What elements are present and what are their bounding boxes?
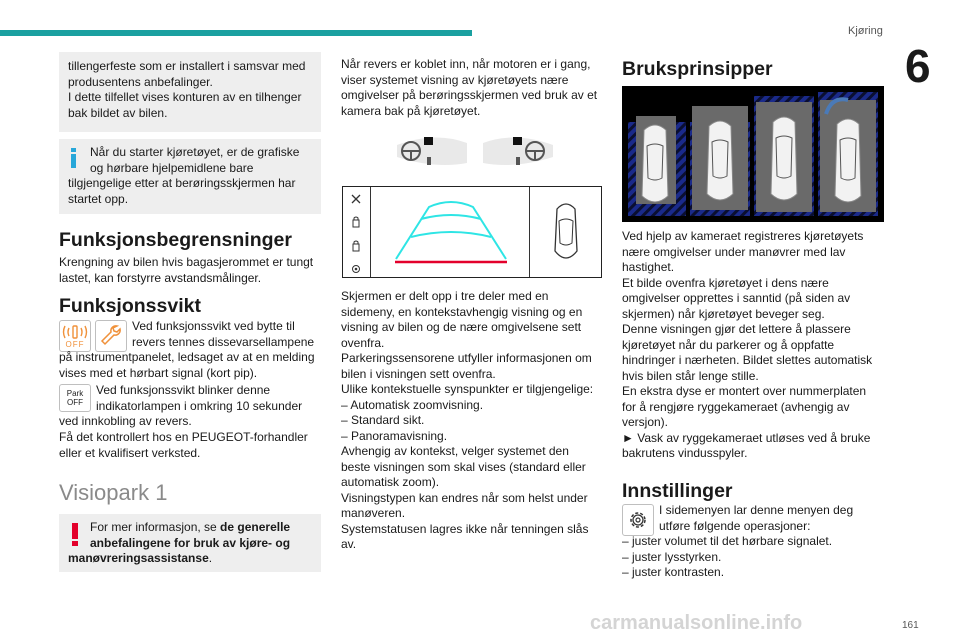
heading-settings: Innstillinger: [622, 480, 733, 502]
car-top-view-icon: [552, 201, 580, 263]
body-line: Skjermen er delt opp i tre deler med en: [341, 289, 549, 303]
fault-line: på instrumentpanelet, ledsaget av at en melding: [59, 350, 315, 364]
fault-para-3: [59, 430, 329, 461]
principles-line: ► Vask av ryggekameraet utløses ved å bruke: [622, 430, 871, 445]
close-icon[interactable]: [351, 194, 361, 204]
trailer-note-line: produsentens anbefalinger.: [68, 74, 213, 89]
chapter-number: 6: [905, 40, 931, 92]
body-line: sidemeny, en kontekstavhengig visning og en: [341, 304, 583, 319]
info-icon: [69, 148, 79, 168]
body-line: Systemstatusen lagres ikke når tenningen slås: [341, 521, 589, 536]
camera-view-icon[interactable]: [352, 240, 360, 252]
top-accent-bar: [0, 30, 472, 36]
chapter-name: Kjøring: [848, 25, 883, 37]
heading-limits: Funksjonsbegrensninger: [59, 229, 292, 251]
parking-guide-lines: [371, 187, 529, 277]
intro-line: Når revers er koblet inn, når motoren er i gang,: [341, 57, 591, 71]
settings-gear-icon[interactable]: [350, 263, 362, 275]
body-line: automatisk zoom).: [341, 475, 440, 489]
camera-screen: [342, 186, 602, 278]
warning-text: For mer informasjon, se: [90, 520, 221, 534]
screen-top-view: [529, 187, 602, 277]
body-line: av.: [341, 537, 357, 551]
fault-line: Ved funksjonssvikt blinker denne: [96, 383, 271, 397]
principles-line: versjon).: [622, 415, 669, 429]
body-line: beste visningen som skal vises (standard eller: [341, 459, 586, 474]
settings-list-item: – juster lysstyrken.: [622, 549, 722, 564]
principles-line: kjøretøyet når du parkerer og å oppfatte: [622, 337, 835, 352]
screen-description: [341, 289, 609, 553]
settings-line: I sidemenyen lar denne menyen deg: [659, 503, 854, 517]
trailer-note-box: [59, 52, 321, 132]
settings-list-item: – juster volumet til det hørbare signalet.: [622, 534, 833, 548]
body-line: Visningstypen kan endres når som helst under: [341, 490, 588, 505]
heading-principles: Bruksprinsipper: [622, 58, 773, 80]
principles-line: En ekstra dyse er montert over nummerplaten: [622, 384, 867, 398]
fault-line: Få det kontrollert hos en PEUGEOT-forhandler: [59, 430, 308, 444]
body-line: bilen i visningen sett ovenfra.: [341, 366, 496, 381]
view-list-item: – Standard sikt.: [341, 413, 425, 427]
screen-side-menu: [343, 187, 371, 277]
reverse-intro: [341, 57, 606, 119]
principles-line: bakrutens vindusspyler.: [622, 446, 748, 460]
heading-visiopark: Visiopark 1: [59, 480, 168, 505]
screen-camera-view: [371, 187, 529, 277]
view-list-item: – Automatisk zoomvisning.: [341, 397, 484, 412]
limits-text: [59, 255, 324, 286]
heading-fault: Funksjonssvikt: [59, 295, 201, 317]
park-label: Park: [66, 389, 84, 398]
fault-line: indikatorlampen i omkring 10 sekunder: [96, 398, 303, 413]
view-list-item: – Panoramavisning.: [341, 428, 448, 443]
info-line: startet opp.: [68, 191, 129, 206]
warning-text-bold: de generelle: [220, 520, 291, 534]
intro-line: omgivelser på berøringsskjermen ved bruk av et: [341, 88, 598, 102]
principles-line: nære omgivelser under manøvrer med lav: [622, 244, 846, 259]
body-line: Avhengig av kontekst, velger systemet den: [341, 444, 569, 458]
trailer-note-line: I dette tilfellet vises konturen av en tilhenger: [68, 90, 302, 104]
intro-line: viser systemet visning av kjøretøyets nære: [341, 72, 569, 87]
warning-text: .: [208, 551, 213, 565]
principles-line: Denne visningen gjør det lettere å plassere: [622, 322, 851, 336]
trailer-note-line: tillengerfeste som er installert i samsvar med: [68, 59, 306, 73]
body-line: ovenfra.: [341, 335, 385, 350]
fault-para-1: [59, 319, 329, 381]
info-line: Når du starter kjøretøyet, er de grafiske: [90, 145, 300, 159]
fault-line: Ved funksjonssvikt ved bytte til: [132, 319, 295, 333]
info-line: tilgjengelige etter at berøringsskjermen har: [68, 176, 296, 190]
fault-line: ved innkobling av revers.: [59, 414, 192, 428]
principles-line: Et bilde ovenfra kjøretøyet i dens nære: [622, 275, 829, 290]
principles-line: Ved hjelp av kameraet registreres kjøretøyets: [622, 229, 864, 243]
park-off-label: OFF: [67, 398, 83, 407]
top-view-sequence-illustration: [622, 86, 884, 222]
fault-line: eller et kvalifisert verksted.: [59, 445, 201, 460]
principles-line: hastighet.: [622, 260, 675, 274]
settings-list-item: – juster kontrasten.: [622, 565, 725, 579]
principles-line: omgivelser opprettes i sanntid (på siden av: [622, 291, 851, 305]
principles-line: skjermen) når kjøretøyet beveger seg.: [622, 306, 825, 321]
warning-text-bold: manøvreringsassistanse: [68, 551, 209, 565]
body-line: manøveren.: [341, 506, 406, 520]
fault-line: vises med et hørbart signal (kort pip).: [59, 365, 258, 380]
warning-line: anbefalingene for bruk av kjøre- og: [90, 535, 291, 550]
principles-line: for å rengjøre ryggekameraet (avhengig av: [622, 399, 850, 414]
info-box: [59, 139, 321, 214]
warning-box: [59, 514, 321, 572]
intro-line: kamera bak på kjøretøyet.: [341, 103, 481, 118]
warning-icon: [71, 523, 79, 547]
principles-line: hindringer i nærheten. Bildet slettes automatisk: [622, 353, 873, 367]
warning-line: [68, 520, 312, 536]
fault-line: revers tennes dissevarsellampene: [132, 334, 315, 349]
body-line: Ulike kontekstuelle synspunkter er tilgjengelige:: [341, 382, 594, 396]
limits-line: Krengning av bilen hvis bagasjerommet er tungt: [59, 255, 314, 269]
off-label: OFF: [65, 340, 85, 349]
page-number: 161: [902, 620, 919, 631]
fault-para-2: [59, 383, 329, 430]
warning-line: [68, 551, 312, 567]
info-line: og hørbare hjelpemidlene bare: [90, 160, 254, 175]
principles-text: [622, 229, 892, 462]
limits-line: lastet, kan forstyrre avstandsmålinger.: [59, 270, 262, 285]
body-line: visning av bilen og de nære omgivelsene sett: [341, 320, 582, 334]
settings-text: [622, 503, 892, 581]
watermark: carmanualsonline.info: [590, 612, 803, 634]
camera-view-icon[interactable]: [352, 216, 360, 228]
trailer-note-line: bak bildet av bilen.: [68, 105, 168, 120]
principles-line: hvis bilen står lenge stille.: [622, 368, 759, 383]
settings-line: utføre følgende operasjoner:: [659, 518, 811, 533]
rear-camera-illustration: [395, 133, 555, 173]
body-line: Parkeringssensorene utfyller informasjonen om: [341, 351, 592, 365]
